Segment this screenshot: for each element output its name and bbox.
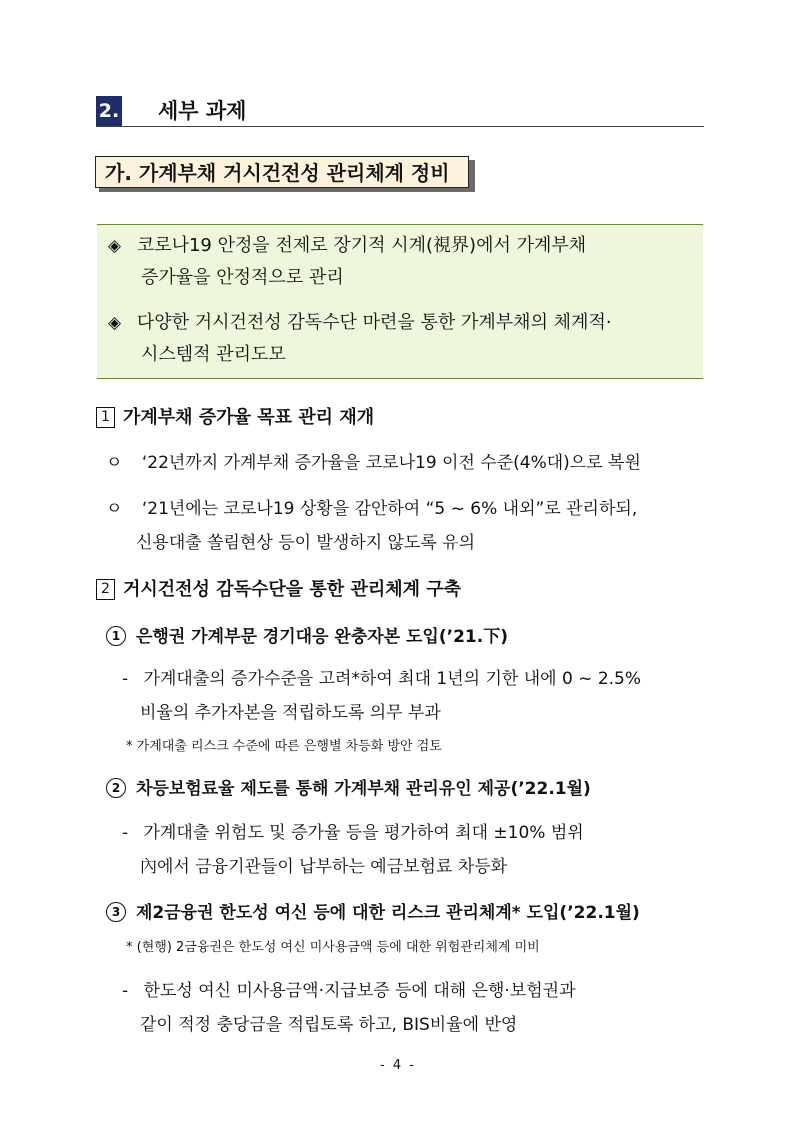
bullet-mark: ㅇ [106, 499, 123, 519]
summary-line: 증가율을 안정적으로 관리 [141, 267, 344, 288]
dash-mark: - [122, 823, 129, 843]
subsection-title: 가. 가계부채 거시건전성 관리체계 정비 [95, 156, 469, 188]
dash-continuation: 비율의 추가자본을 적립하도록 의무 부과 [140, 703, 441, 723]
bullet-mark: ㅇ [106, 453, 123, 473]
summary-line [108, 308, 612, 338]
dash-mark: - [122, 981, 129, 1001]
item-heading [96, 576, 461, 604]
footnote: * (현행) 2금융권은 한도성 여신 미사용금액 등에 대한 위험관리체계 미비 [126, 940, 540, 955]
dash-text: 한도성 여신 미사용금액·지급보증 등에 대해 은행·보험권과 [143, 981, 576, 1001]
bullet-text: ‘21년에는 코로나19 상황을 감안하여 “5 ~ 6% 내외”로 관리하되, [141, 499, 638, 519]
item-title: 가계부채 증가율 목표 관리 재개 [123, 407, 375, 428]
dash-item [122, 976, 576, 1006]
circled-number: 1 [106, 626, 126, 646]
dash-continuation: 같이 적정 충당금을 적립토록 하고, BIS비율에 반영 [140, 1015, 518, 1035]
sub-item [106, 898, 640, 928]
bullet-item [106, 448, 641, 478]
circled-number: 2 [106, 778, 126, 798]
summary-line: 시스템적 관리도모 [141, 344, 286, 365]
summary-text: 다양한 거시건전성 감독수단 마련을 통한 가계부채의 체계적· [136, 312, 612, 333]
sub-item-title: 은행권 가계부문 경기대응 완충자본 도입(’21.下) [136, 627, 508, 647]
boxed-number: 1 [96, 407, 115, 428]
sub-item-title: 제2금융권 한도성 여신 등에 대한 리스크 관리체계* 도입(’22.1월) [136, 903, 640, 923]
bullet-continuation: 신용대출 쏠림현상 등이 발생하지 않도록 유의 [136, 533, 476, 553]
circled-number: 3 [106, 902, 126, 922]
section-divider [96, 126, 704, 127]
item-heading [96, 404, 374, 432]
summary-line [108, 231, 586, 261]
dash-item [122, 818, 584, 848]
dash-continuation: 內에서 금융기관들이 납부하는 예금보험료 차등화 [140, 857, 508, 877]
dash-text: 가계대출의 증가수준을 고려*하여 최대 1년의 기한 내에 0 ~ 2.5% [143, 669, 642, 689]
sub-item [106, 774, 591, 804]
section-title: 세부 과제 [158, 99, 247, 123]
sub-item [106, 622, 508, 652]
bullet-text: ‘22년까지 가계부채 증가율을 코로나19 이전 수준(4%대)으로 복원 [141, 453, 641, 473]
bullet-item [106, 494, 637, 524]
page-number: - 4 - [380, 1058, 416, 1073]
dash-mark: - [122, 669, 129, 689]
summary-text: 코로나19 안정을 전제로 장기적 시계(視界)에서 가계부채 [136, 235, 587, 256]
dash-item [122, 664, 641, 694]
boxed-number: 2 [96, 579, 115, 600]
dash-text: 가계대출 위험도 및 증가율 등을 평가하여 최대 ±10% 범위 [143, 823, 584, 843]
footnote: * 가계대출 리스크 수준에 따른 은행별 차등화 방안 검토 [126, 739, 442, 754]
diamond-icon: ◈ [108, 313, 122, 333]
section-number: 2. [96, 96, 122, 126]
diamond-icon: ◈ [108, 236, 122, 256]
sub-item-title: 차등보험료율 제도를 통해 가계부채 관리유인 제공(’22.1월) [136, 779, 591, 799]
item-title: 거시건전성 감독수단을 통한 관리체계 구축 [123, 579, 462, 600]
